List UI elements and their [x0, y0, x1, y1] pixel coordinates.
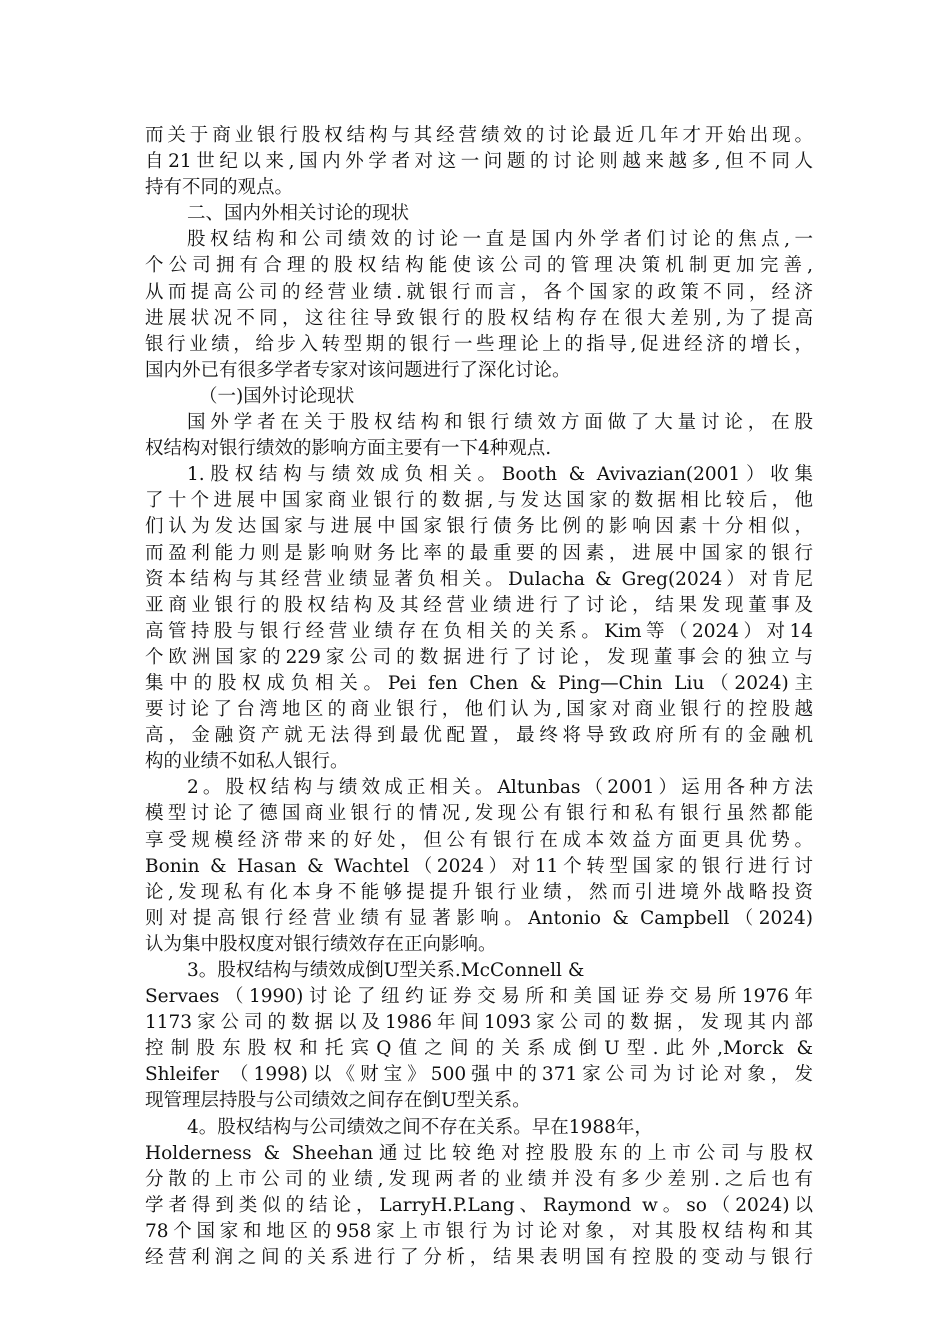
text-line: 银行业绩，给步入转型期的银行一些理论上的指导,促进经济的增长， [145, 333, 813, 355]
text-line: 个公司拥有合理的股权结构能使该公司的管理决策机制更加完善, [145, 255, 813, 277]
text-line: 认为集中股权度对银行绩效存在正向影响。 [145, 933, 497, 955]
text-line: Bonin & Hasan & Wachtel（2024）对11个转型国家的银行进行讨 [145, 855, 813, 877]
text-line: 分散的上市公司的业绩,发现两者的业绩并没有多少差别.之后也有 [145, 1168, 813, 1190]
text-line: 现管理层持股与公司绩效之间存在倒U型关系。 [145, 1090, 531, 1112]
text-line: 1.股权结构与绩效成负相关。Booth & Avivazian(2001）收集 [187, 464, 813, 486]
text-line: 持有不同的观点。 [145, 177, 294, 199]
text-line: 从而提高公司的经营业绩.就银行而言，各个国家的政策不同，经济 [145, 281, 813, 303]
text-line: 权结构对银行绩效的影响方面主要有一下4种观点. [145, 438, 552, 460]
text-line: 而关于商业银行股权结构与其经营绩效的讨论最近几年才开始出现。 [145, 125, 813, 146]
text-line: 亚商业银行的股权结构及其经营业绩进行了讨论，结果发现董事及 [145, 594, 813, 616]
text-line: 模型讨论了德国商业银行的情况,发现公有银行和私有银行虽然都能 [145, 803, 813, 825]
text-line: 资本结构与其经营业绩显著负相关。Dulacha & Greg(2024）对肯尼 [145, 568, 813, 590]
text-line: Shleifer （1998)以《财宝》500强中的371家公司为讨论对象，发 [145, 1064, 813, 1086]
text-line: 股权结构和公司绩效的讨论一直是国内外学者们讨论的焦点,一 [187, 229, 813, 251]
text-line: 自21世纪以来,国内外学者对这一问题的讨论则越来越多,但不同人 [145, 151, 813, 173]
text-line: 要讨论了台湾地区的商业银行，他们认为,国家对商业银行的控股越 [145, 699, 813, 721]
text-line: 享受规模经济带来的好处，但公有银行在成本效益方面更具优势。 [145, 829, 813, 851]
text-line: 3。股权结构与绩效成倒U型关系.McConnell & [187, 960, 585, 981]
text-line: Holderness & Sheehan通过比较绝对控股股东的上市公司与股权 [145, 1142, 813, 1164]
text-line: 控制股东股权和托宾Q值之间的关系成倒U型.此外,Morck & [145, 1038, 813, 1060]
text-line: 而盈利能力则是影响财务比率的最重要的因素，进展中国家的银行 [145, 542, 813, 564]
text-line: 78个国家和地区的958家上市银行为讨论对象，对其股权结构和其 [145, 1220, 813, 1242]
text-line: 2。股权结构与绩效成正相关。Altunbas（2001）运用各种方法 [187, 777, 813, 799]
text-line: 论,发现私有化本身不能够提提升银行业绩，然而引进境外战略投资 [145, 881, 813, 903]
text-line: 高，金融资产就无法得到最优配置，最终将导致政府所有的金融机 [145, 725, 813, 747]
text-line: 高管持股与银行经营业绩存在负相关的关系。Kim等（2024）对14 [145, 620, 813, 642]
text-line: 则对提高银行经营业绩有显著影响。Antonio & Campbell（2024) [145, 907, 813, 929]
document-body [145, 123, 813, 1271]
text-line: 进展状况不同，这往往导致银行的股权结构存在很大差别,为了提高 [145, 307, 813, 329]
text-line: 们认为发达国家与进展中国家银行债务比例的影响因素十分相似， [145, 516, 813, 538]
text-line: 1173家公司的数据以及1986年间1093家公司的数据，发现其内部 [145, 1012, 813, 1034]
text-line: 国外学者在关于股权结构和银行绩效方面做了大量讨论，在股 [187, 412, 813, 434]
text-line: 经营利润之间的关系进行了分析，结果表明国有控股的变动与银行 [145, 1247, 813, 1269]
text-line: 4。股权结构与公司绩效之间不存在关系。早在1988年， [187, 1116, 653, 1138]
text-line: 构的业绩不如私人银行。 [145, 751, 349, 773]
text-line: Servaes（1990)讨论了纽约证券交易所和美国证券交易所1976年 [145, 986, 813, 1008]
text-line: 集中的股权成负相关。Pei fen Chen & Ping—Chin Liu（2024)主 [145, 672, 813, 694]
text-line: （一)国外讨论现状 [199, 385, 355, 407]
text-line: 学者得到类似的结论，LarryH.P.Lang、Raymond w。so（2024)以 [145, 1194, 813, 1216]
text-line: 国内外已有很多学者专家对该问题进行了深化讨论。 [145, 359, 571, 381]
text-line: 个欧洲国家的229家公司的数据进行了讨论，发现董事会的独立与 [145, 646, 813, 668]
text-line: 二、国内外相关讨论的现状 [187, 203, 410, 225]
text-line: 了十个进展中国家商业银行的数据,与发达国家的数据相比较后，他 [145, 490, 813, 512]
